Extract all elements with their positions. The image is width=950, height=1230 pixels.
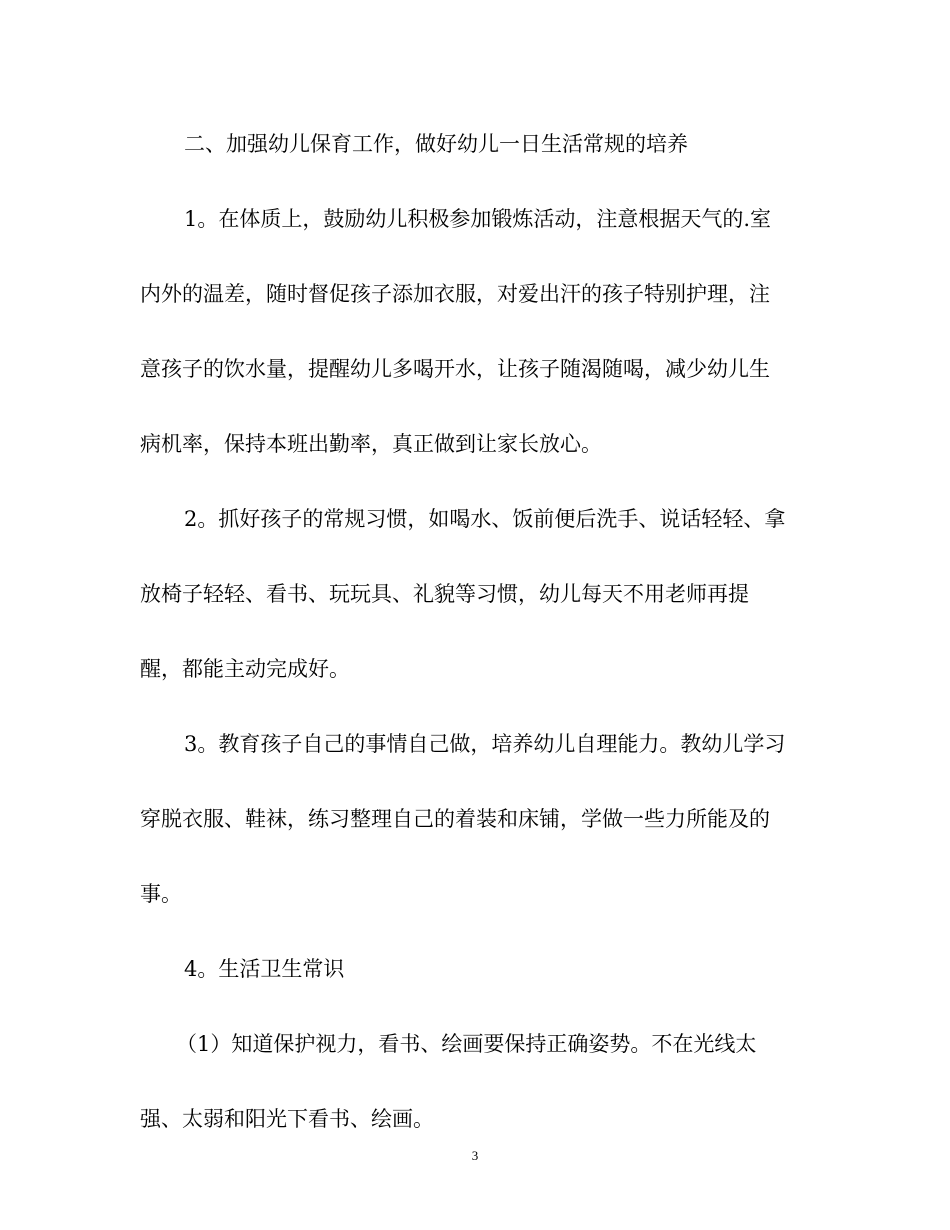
paragraph-5-line-1: （1）知道保护视力，看书、绘画要保持正确姿势。不在光线太 (176, 1032, 757, 1056)
paragraph-1-line-1: 1。在体质上，鼓励幼儿积极参加锻炼活动，注意根据天气的.室 (184, 207, 772, 231)
paragraph-1-line-4: 病机率，保持本班出勤率，真正做到让家长放心。 (140, 432, 602, 456)
paragraph-2-line-1: 2。抓好孩子的常规习惯，如喝水、饭前便后洗手、说话轻轻、拿 (184, 507, 786, 531)
paragraph-2-line-2: 放椅子轻轻、看书、玩玩具、礼貌等习惯，幼儿每天不用老师再提 (140, 582, 749, 606)
paragraph-3-line-3: 事。 (140, 882, 182, 906)
section-heading: 二、加强幼儿保育工作，做好幼儿一日生活常规的培养 (184, 132, 688, 156)
page-number: 3 (471, 1148, 479, 1163)
paragraph-3-line-2: 穿脱衣服、鞋袜，练习整理自己的着装和床铺，学做一些力所能及的 (140, 807, 770, 831)
paragraph-1-line-3: 意孩子的饮水量，提醒幼儿多喝开水，让孩子随渴随喝，减少幼儿生 (140, 357, 770, 381)
paragraph-5-line-2: 强、太弱和阳光下看书、绘画。 (140, 1107, 434, 1131)
paragraph-3-line-1: 3。教育孩子自己的事情自己做，培养幼儿自理能力。教幼儿学习 (184, 732, 786, 756)
paragraph-4-heading: 4。生活卫生常识 (184, 957, 345, 981)
paragraph-1-line-2: 内外的温差，随时督促孩子添加衣服，对爱出汗的孩子特别护理，注 (140, 282, 770, 306)
paragraph-2-line-3: 醒，都能主动完成好。 (140, 657, 350, 681)
